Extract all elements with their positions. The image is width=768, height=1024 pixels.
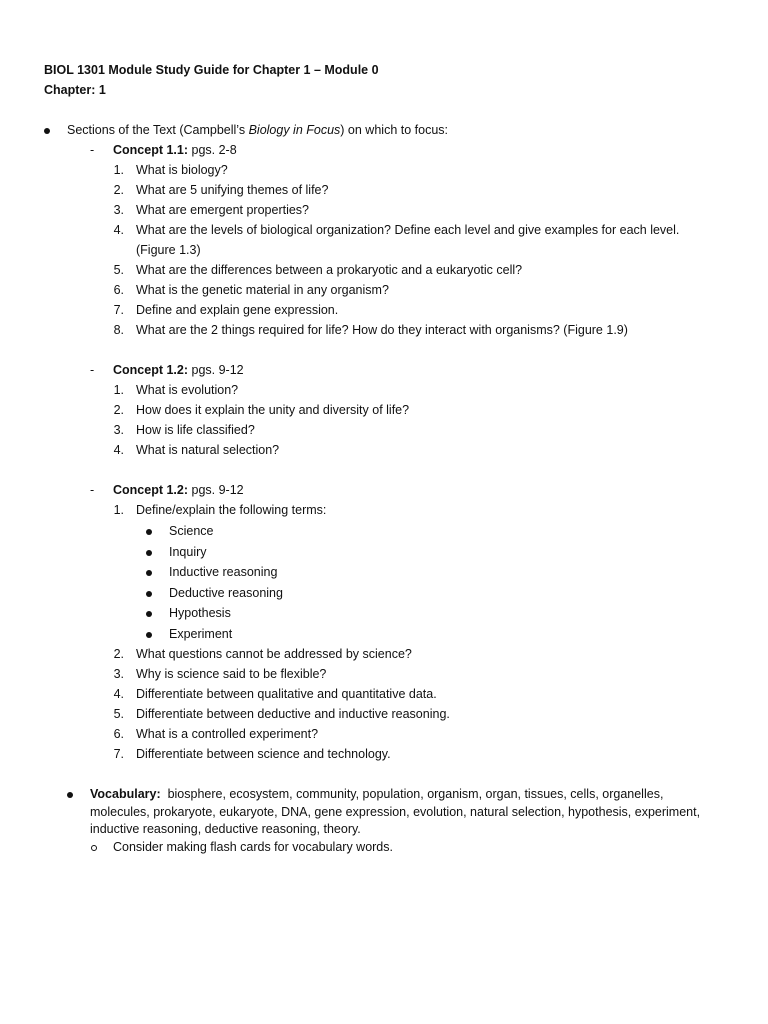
- item-number: 7.: [113, 303, 124, 317]
- bullet-icon: [146, 611, 152, 617]
- item-number: 2.: [113, 403, 124, 417]
- item-number: 6.: [113, 283, 124, 297]
- dash-marker: -: [90, 483, 95, 497]
- list-item: How does it explain the unity and diversity of life?: [136, 403, 410, 417]
- bullet-icon: [67, 792, 73, 798]
- list-item: What questions cannot be addressed by science?: [136, 647, 412, 661]
- term-item: Deductive reasoning: [169, 586, 283, 600]
- list-item: What is biology?: [136, 163, 228, 177]
- term-item: Inductive reasoning: [169, 565, 278, 579]
- vocabulary-text: biosphere, ecosystem, community, population, organism, organ, tissues, cells, organelles,: [160, 787, 664, 801]
- vocabulary-label: Vocabulary:: [90, 787, 161, 801]
- bullet-icon: [146, 632, 152, 638]
- vocabulary-line: [90, 786, 663, 802]
- concept-pages: pgs. 9-12: [188, 483, 244, 497]
- sections-intro: [67, 122, 448, 138]
- list-item: What are 5 unifying themes of life?: [136, 183, 329, 197]
- list-item: What are the differences between a prokaryotic and a eukaryotic cell?: [136, 263, 523, 277]
- item-number: 2.: [113, 183, 124, 197]
- document-title: BIOL 1301 Module Study Guide for Chapter 1 – Module 0: [44, 63, 379, 77]
- item-number: 5.: [113, 263, 124, 277]
- list-item: Differentiate between deductive and inductive reasoning.: [136, 707, 450, 721]
- intro-suffix: ) on which to focus:: [340, 123, 448, 137]
- item-number: 4.: [113, 687, 124, 701]
- list-item: What are the 2 things required for life? How do they interact with organisms? (Figure 1.9): [136, 323, 628, 337]
- list-item-continuation: (Figure 1.3): [136, 243, 201, 257]
- concept-pages: pgs. 9-12: [188, 363, 244, 377]
- item-number: 3.: [113, 203, 124, 217]
- item-number: 1.: [113, 503, 124, 517]
- item-number: 6.: [113, 727, 124, 741]
- list-item: Differentiate between science and technology.: [136, 747, 391, 761]
- term-item: Inquiry: [169, 545, 207, 559]
- item-number: 1.: [113, 163, 124, 177]
- item-number: 3.: [113, 667, 124, 681]
- item-number: 3.: [113, 423, 124, 437]
- concept-heading: [113, 142, 237, 158]
- list-item: What is the genetic material in any organism?: [136, 283, 389, 297]
- item-number: 4.: [113, 443, 124, 457]
- concept-label: Concept 1.2:: [113, 483, 189, 497]
- concept-label: Concept 1.2:: [113, 363, 189, 377]
- concept-heading: [113, 482, 244, 498]
- list-item: How is life classified?: [136, 423, 255, 437]
- item-number: 4.: [113, 223, 124, 237]
- dash-marker: -: [90, 363, 95, 377]
- list-item: Define/explain the following terms:: [136, 503, 327, 517]
- concept-label: Concept 1.1:: [113, 143, 189, 157]
- bullet-icon: [146, 591, 152, 597]
- book-title: Biology in Focus: [248, 123, 341, 137]
- list-item: Why is science said to be flexible?: [136, 667, 327, 681]
- bullet-icon: [146, 529, 152, 535]
- list-item: What are emergent properties?: [136, 203, 310, 217]
- list-item: What are the levels of biological organization? Define each level and give examples for each level.: [136, 223, 680, 237]
- term-item: Hypothesis: [169, 606, 231, 620]
- intro-prefix: Sections of the Text (Campbell’s: [67, 123, 249, 137]
- list-item: What is natural selection?: [136, 443, 280, 457]
- concept-heading: [113, 362, 244, 378]
- dash-marker: -: [90, 143, 95, 157]
- vocabulary-text: inductive reasoning, deductive reasoning, theory.: [90, 822, 361, 836]
- list-item: Differentiate between qualitative and quantitative data.: [136, 687, 437, 701]
- concept-pages: pgs. 2-8: [188, 143, 237, 157]
- bullet-icon: [146, 570, 152, 576]
- list-item: What is a controlled experiment?: [136, 727, 319, 741]
- list-item: Define and explain gene expression.: [136, 303, 339, 317]
- term-item: Science: [169, 524, 214, 538]
- item-number: 1.: [113, 383, 124, 397]
- bullet-icon: [44, 128, 50, 134]
- list-item: What is evolution?: [136, 383, 239, 397]
- hollow-bullet-icon: [91, 845, 97, 851]
- flashcard-tip: Consider making flash cards for vocabulary words.: [113, 840, 393, 854]
- item-number: 7.: [113, 747, 124, 761]
- term-item: Experiment: [169, 627, 233, 641]
- vocabulary-text: molecules, prokaryote, eukaryote, DNA, gene expression, evolution, natural selection, hypothesis, experiment,: [90, 805, 701, 819]
- item-number: 5.: [113, 707, 124, 721]
- bullet-icon: [146, 550, 152, 556]
- item-number: 8.: [113, 323, 124, 337]
- chapter-label: Chapter: 1: [44, 83, 106, 97]
- item-number: 2.: [113, 647, 124, 661]
